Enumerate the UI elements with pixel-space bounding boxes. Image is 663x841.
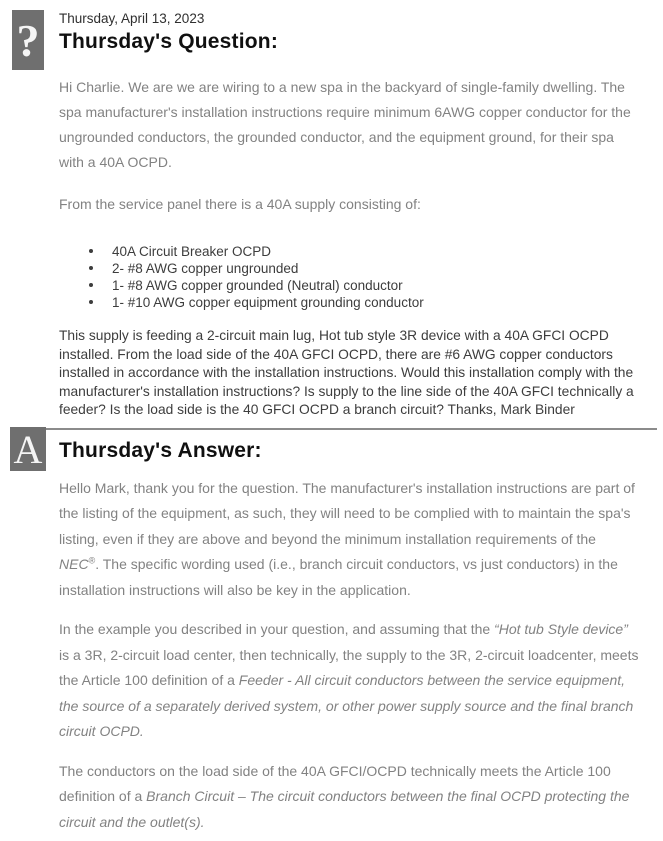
question-paragraph-2: From the service panel there is a 40A supply consisting of: bbox=[59, 196, 421, 212]
question-date: Thursday, April 13, 2023 bbox=[59, 11, 205, 26]
question-header bbox=[0, 0, 663, 55]
registered-mark: ® bbox=[88, 555, 96, 566]
supply-list-item: 40A Circuit Breaker OCPD bbox=[59, 243, 619, 260]
supply-list bbox=[59, 243, 619, 311]
supply-list-item: 1- #10 AWG copper equipment grounding conductor bbox=[59, 294, 619, 311]
supply-list-item: 2- #8 AWG copper ungrounded bbox=[59, 260, 619, 277]
answer-heading: Thursday's Answer: bbox=[59, 438, 262, 462]
answer-p2-text: In the example you described in your question, and assuming that the bbox=[59, 621, 495, 637]
feeder-definition-italic: Feeder - All circuit conductors between the service equipment, the source of a separately derived system, or other power supply source and the final branch circuit OCPD. bbox=[59, 672, 634, 739]
question-mark-glyph: ? bbox=[16, 14, 40, 66]
answer-paragraph-1 bbox=[59, 476, 639, 604]
question-body bbox=[59, 75, 663, 420]
question-mark-icon bbox=[12, 10, 44, 70]
nec-italic: NEC bbox=[59, 556, 89, 572]
answer-body bbox=[59, 476, 663, 836]
answer-a-glyph: A bbox=[13, 426, 43, 472]
hot-tub-device-italic: “Hot tub Style device” bbox=[494, 621, 628, 637]
answer-p1-text: Hello Mark, thank you for the question. The manufacturer's installation instructions are part of the listing of the equipment, as such, they will need to be complied with to maintain the spa's listing, even if they are above and beyond the minimum installation requirements of the bbox=[59, 479, 635, 547]
answer-header bbox=[0, 430, 663, 464]
answer-paragraph-3 bbox=[59, 759, 639, 836]
answer-p2-text: is a 3R, 2-circuit load center, then technically, the supply to the 3R, 2-circuit loadcenter, meets the Article 100 definition of a bbox=[59, 646, 639, 688]
branch-circuit-definition-italic: Branch Circuit – The circuit conductors between the final OCPD protecting the circuit and the outlet(s). bbox=[59, 788, 630, 830]
answer-p3-text: The conductors on the load side of the 40A GFCI/OCPD technically meets the Article 100 definition of a bbox=[59, 762, 611, 804]
question-paragraph-3: This supply is feeding a 2-circuit main lug, Hot tub style 3R device with a 40A GFCI OCPD installed. From the load side of the 40A GFCI OCPD, there are #6 AWG copper conductors installed in accordance with the installation instructions. Would this installation comply with the manufacturer's installation instructions? Is supply to the line side of the 40A GFCI technically a feeder? Is the load side is the 40 GFCI OCPD a branch circuit? Thanks, Mark Binder bbox=[59, 328, 634, 417]
answer-p1-text: . The specific wording used (i.e., branch circuit conductors, vs just conductors) in the installation instructions will also be key in the application. bbox=[59, 556, 618, 598]
answer-paragraph-2 bbox=[59, 617, 639, 745]
question-paragraph-1: Hi Charlie. We are we are wiring to a new spa in the backyard of single-family dwelling. The spa manufacturer's installation instructions require minimum 6AWG copper conductor for the ungrounded conductors, the grounded conductor, and the equipment ground, for their spa with a 40A OCPD. bbox=[59, 79, 631, 170]
answer-a-icon bbox=[10, 427, 46, 471]
supply-list-item: 1- #8 AWG copper grounded (Neutral) conductor bbox=[59, 277, 619, 294]
question-heading: Thursday's Question: bbox=[59, 30, 279, 53]
